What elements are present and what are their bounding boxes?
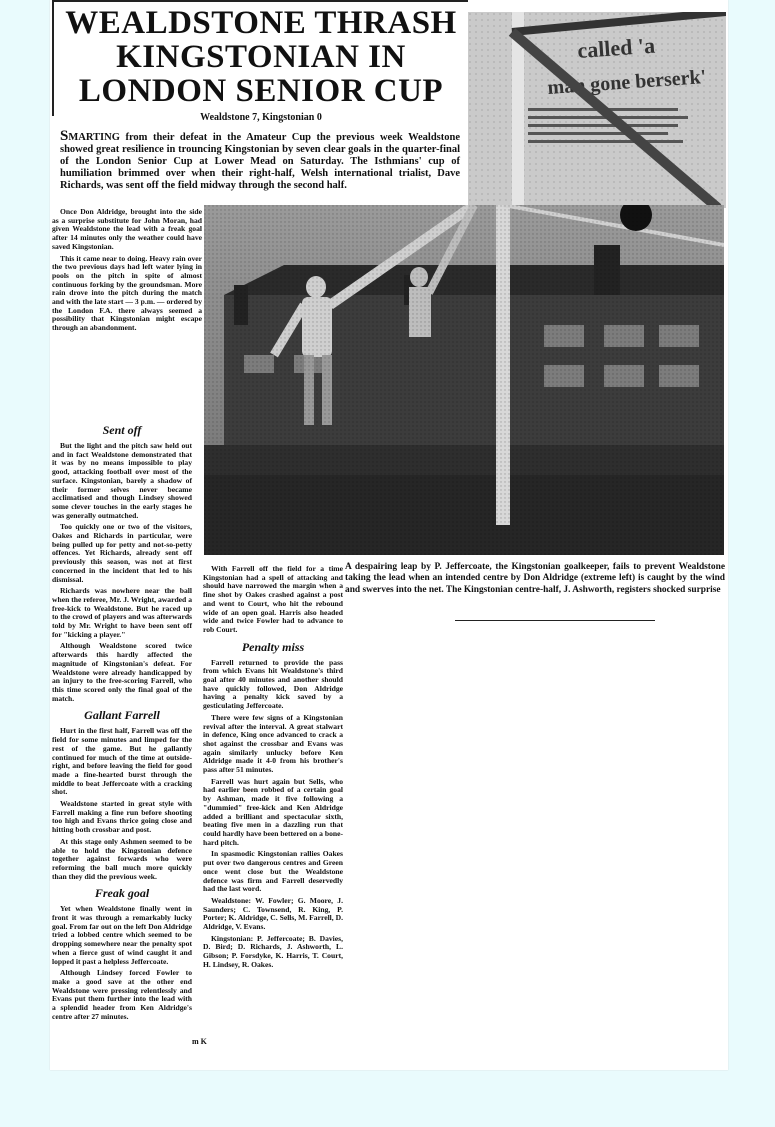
subhead-freak-goal: Freak goal — [94, 886, 150, 901]
subhead-sent-off: Sent off — [102, 423, 142, 437]
paragraph: Once Don Aldridge, brought into the side as a surprise substitute for John Moran, had given Wealdstone the lead with a freak goal after 14 minutes only the weather could have saved Kingstonian. — [52, 207, 202, 251]
headline: WEALDSTONE THRASH KINGSTONIAN IN LONDON SENIOR CUP — [65, 5, 457, 109]
caption-rule — [455, 620, 655, 621]
paragraph: But the light and the pitch saw held out and in fact Wealdstone demonstrated that it was by no means impossible to play good, attacking football over most of the surface. Kingstonian, barely a shadow of their former selves never became acclimatised and though Lindsey showed some clever touches in the early stages he was generally outmatched. — [52, 441, 192, 520]
match-photo — [204, 205, 724, 555]
paragraph: Although Lindsey forced Fowler to make a good save at the other end Wealdstone were pressing relentlessly and Evans put them further into the lead with a splendid header from Ken Aldridge's centre after 27 minutes. — [52, 968, 192, 1021]
photo-caption: A despairing leap by P. Jeffercoate, the Kingstonian goalkeeper, fails to prevent Wealdstone taking the lead when an intended centre by Don Aldridge (extreme left) is caught by the wind and swerves into the net. The Kingstonian centre-half, J. Ashworth, registers shocked surprise — [345, 562, 725, 595]
paragraph: Wealdstone started in great style with Farrell making a fine run before shooting too high and Evans thrice going close and hitting both crossbar and post. — [52, 799, 192, 835]
drop-cap: S — [60, 128, 69, 144]
lead-paragraph — [60, 130, 460, 192]
headline-block — [52, 0, 468, 123]
paragraph: This it came near to doing. Heavy rain over the two previous days had left water lying in pools on the pitch in spite of almost continuous forking by the groundsman. More rain drove into the pitch during the match and with the late start — 3 p.m. — ordered by the London F.A. there always seemed a possibility that Kingstonian might escape through an abandonment. — [52, 253, 202, 333]
column-a — [52, 208, 202, 336]
margin-mark: m K — [192, 1037, 207, 1046]
score-line: Wealdstone 7, Kingstonian 0 — [200, 112, 322, 123]
paragraph: Richards was nowhere near the ball when the referee, Mr. J. Wright, awarded a free-kick to Wealdstone. But he raced up to the crowd of players and was afterwards told by Mr. Wright to have been sent off for "kicking a player." — [52, 586, 192, 639]
paragraph: At this stage only Ashmen seemed to be able to hold the Kingstonian defence together against forwards who were reforming the ball much more quickly than they did the previous week. — [52, 836, 192, 881]
paragraph: In spasmodic Kingstonian rallies Oakes put over two dangerous centres and Green once went close but the Wealdstone defence was firm and Farrell deservedly had the last word. — [203, 849, 343, 894]
paragraph: With Farrell off the field for a time Kingstonian had a spell of attacking and should have narrowed the margin when a fine shot by Oakes crashed against a post and went to Court, who hit the rebound wide of an open goal. Harris also headed wide and twice Fowler had to advance to rob Court. — [203, 564, 343, 634]
column-b — [203, 565, 343, 973]
paragraph: Hurt in the first half, Farrell was off the field for some minutes and limped for the rest of the game. But he gallantly continued for much of the time at outside-right, and before leaving the field for good made a fine-hearted burst through the middle to beat Jeffercoate with a cracking shot. — [52, 726, 192, 797]
adjacent-clipping-fragment — [468, 12, 726, 208]
paragraph: Although Wealdstone scored twice afterwards this hardly affected the magnitude of Kingstonian's defeat. For Wealdstone were already handicapped by an injury to the free-scoring Farrell, who this time scored only the final goal of the match. — [52, 641, 192, 703]
goalmouth-photo — [204, 205, 724, 555]
paragraph: There were few signs of a Kingstonian revival after the interval. A great stalwart in defence, King once advanced to crack a shot against the crossbar and Evans was again similarly unlucky before Ken Aldridge made it 4-0 from his brother's pass after 51 minutes. — [203, 712, 343, 775]
fragment-headline-2: man gone berserk' — [546, 65, 707, 99]
paragraph: Farrell returned to provide the pass from which Evans hit Wealdstone's third goal after 40 minutes and another should have quickly followed, Don Aldridge having a penalty kick saved by a gesticulating Jeffercoate. — [203, 657, 343, 711]
fragment-headline-1: called 'a — [576, 32, 656, 63]
fragment-image — [468, 12, 726, 208]
paragraph: Too quickly one or two of the visitors, Oakes and Richards in particular, were being pulled up for petty and not-so-petty offences. Yet Richards, already sent off previously this season, was not at first concerned in the incident that led to his dismissal. — [52, 522, 192, 584]
subhead-gallant-farrell: Gallant Farrell — [84, 708, 160, 723]
subhead-penalty-miss: Penalty miss — [241, 639, 305, 654]
lineup-kingstonian: Kingstonian: P. Jeffercoate; B. Davies, D. Bird; D. Richards, J. Ashworth, L. Gibson; P. Forsdyke, K. Harris, T. Court, H. Lindsey, R. Oakes. — [203, 933, 343, 969]
lead-text: MARTING from their defeat in the Amateur Cup the previous week Wealdstone showed great resilience in trouncing Kingstonian by seven clear goals in the quarter-final of the London Senior Cup at Lower Mead on Saturday. The Isthmians' cup of humiliation brimmed over when their right-half, Welsh international trialist, Dave Richards, was sent off the field midway through the second half. — [60, 132, 460, 191]
column-a2 — [52, 418, 192, 1024]
paragraph: Farrell was hurt again but Sells, who had earlier been robbed of a certain goal by Ashman, made it five following a "dummied" free-kick and Ken Aldridge added a brilliant and spectacular sixth, beating five men in a dazzling run that could hardly have been bettered on a bone-hard pitch. — [203, 776, 343, 847]
lineup-wealdstone: Wealdstone: W. Fowler; G. Moore, J. Saunders; C. Townsend, R. King, P. Porter; K. Aldridge, C. Sells, M. Farrell, D. Aldridge, V. Evans. — [203, 895, 343, 932]
paragraph: Yet when Wealdstone finally went in front it was through a remarkably lucky goal. From far out on the left Don Aldridge tried a lobbed centre which seemed to be dropping somewhere near the penalty spot when a fierce gust of wind caught it and lopped it past a helpless Jeffercoate. — [52, 904, 192, 966]
